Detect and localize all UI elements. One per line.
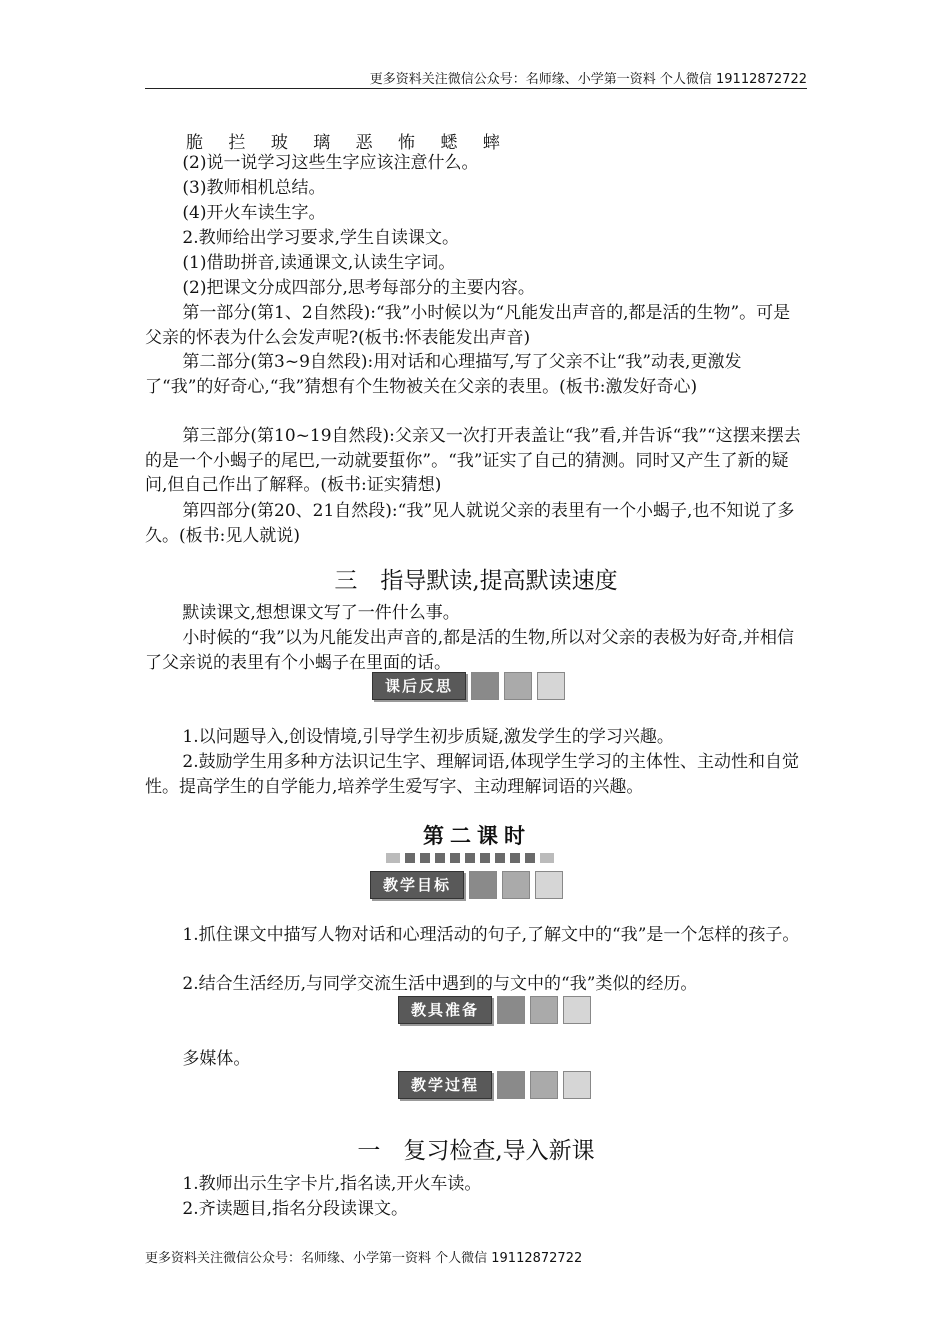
paragraph: (1)借助拼音,读通课文,认读生字词。	[182, 253, 456, 273]
character: 怖	[398, 133, 416, 153]
header-text: 更多资料关注微信公众号：名师缘、小学第一资料 个人微信 19112872722	[369, 72, 807, 87]
badge-label: 教具准备	[398, 996, 492, 1024]
character: 蟀	[482, 133, 500, 153]
paragraph: 2.齐读题目,指名分段读课文。	[182, 1199, 409, 1219]
paragraph: 2.鼓励学生用多种方法识记生字、理解词语,体现学生学习的主体性、主动性和自觉性。提高学生的自学能力,培养学生爱写字、主动理解词语的兴趣。	[145, 752, 800, 797]
paragraph: (4)开火车读生字。	[182, 203, 326, 223]
paragraph-part2: 第二部分(第3~9自然段):用对话和心理描写,写了父亲不让“我”动表,更激发了“我”的好奇心,“我”猜想有个生物被关在父亲的表里。(板书:激发好奇心)	[145, 352, 742, 397]
lesson-title-dots	[386, 848, 562, 858]
paragraph: 1.教师出示生字卡片,指名读,开火车读。	[182, 1174, 482, 1194]
paragraph: 1.抓住课文中描写人物对话和心理活动的句子,了解文中的“我”是一个怎样的孩子。	[182, 925, 800, 945]
badge-square-icon	[563, 996, 591, 1024]
paragraph: (2)说一说学习这些生字应该注意什么。	[182, 153, 479, 173]
badge-square-icon	[563, 1071, 591, 1099]
badge-square-icon	[504, 672, 532, 700]
paragraph: 多媒体。	[182, 1049, 251, 1069]
page-header	[145, 66, 807, 89]
paragraph-part1: 第一部分(第1、2自然段):“我”小时候以为“凡能发出声音的,都是活的生物”。可是父亲的怀表为什么会发声呢?(板书:怀表能发出声音)	[145, 303, 791, 348]
character: 脆	[186, 133, 203, 153]
badge-square-icon	[535, 871, 563, 899]
badge-square-icon	[502, 871, 530, 899]
paragraph: 2.教师给出学习要求,学生自读课文。	[182, 228, 460, 248]
paragraph-part3: 第三部分(第10~19自然段):父亲又一次打开表盖让“我”看,并告诉“我”“这摆来摆去的是一个小蝎子的尾巴,一动就要蜇你”。“我”证实了自己的猜测。同时又产生了新的疑问,但自己作出了解释。(板书:证实猜想)	[145, 426, 801, 495]
character: 玻	[270, 133, 288, 153]
badge-square-icon	[530, 996, 558, 1024]
badge-square-icon	[537, 672, 565, 700]
badge-square-icon	[469, 871, 497, 899]
badge-square-icon	[497, 1071, 525, 1099]
badge-square-icon	[530, 1071, 558, 1099]
paragraph: 默读课文,想想课文写了一件什么事。	[182, 603, 460, 623]
paragraph: (2)把课文分成四部分,思考每部分的主要内容。	[182, 278, 535, 298]
badge-label: 教学过程	[398, 1071, 492, 1099]
character: 恶	[355, 133, 373, 153]
character: 拦	[228, 133, 246, 153]
paragraph-part4: 第四部分(第20、21自然段):“我”见人就说父亲的表里有一个小蝎子,也不知说了多久。(板书:见人就说)	[145, 501, 795, 546]
section-heading: 一 复习检查,导入新课	[357, 1138, 595, 1164]
badge-materials	[398, 996, 591, 1024]
badge-process	[398, 1071, 591, 1099]
character: 蟋	[440, 133, 458, 153]
lesson-title-text: 第二课时	[423, 824, 531, 848]
lesson-title	[384, 822, 570, 864]
paragraph: 小时候的“我”以为凡能发出声音的,都是活的生物,所以对父亲的表极为好奇,并相信了父亲说的表里有个小蝎子在里面的话。	[145, 628, 794, 673]
badge-label: 课后反思	[372, 672, 466, 700]
paragraph: 2.结合生活经历,与同学交流生活中遇到的与文中的“我”类似的经历。	[182, 974, 698, 994]
badge-label: 教学目标	[370, 871, 464, 899]
badge-reflection	[372, 672, 565, 700]
new-characters-row	[186, 128, 520, 153]
paragraph: (3)教师相机总结。	[182, 178, 326, 198]
badge-goals	[370, 871, 563, 899]
character: 璃	[313, 133, 331, 153]
page-footer: 更多资料关注微信公众号：名师缘、小学第一资料 个人微信 19112872722	[145, 1251, 583, 1266]
section-heading: 三 指导默读,提高默读速度	[334, 568, 618, 594]
paragraph: 1.以问题导入,创设情境,引导学生初步质疑,激发学生的学习兴趣。	[182, 727, 674, 747]
badge-square-icon	[471, 672, 499, 700]
badge-square-icon	[497, 996, 525, 1024]
